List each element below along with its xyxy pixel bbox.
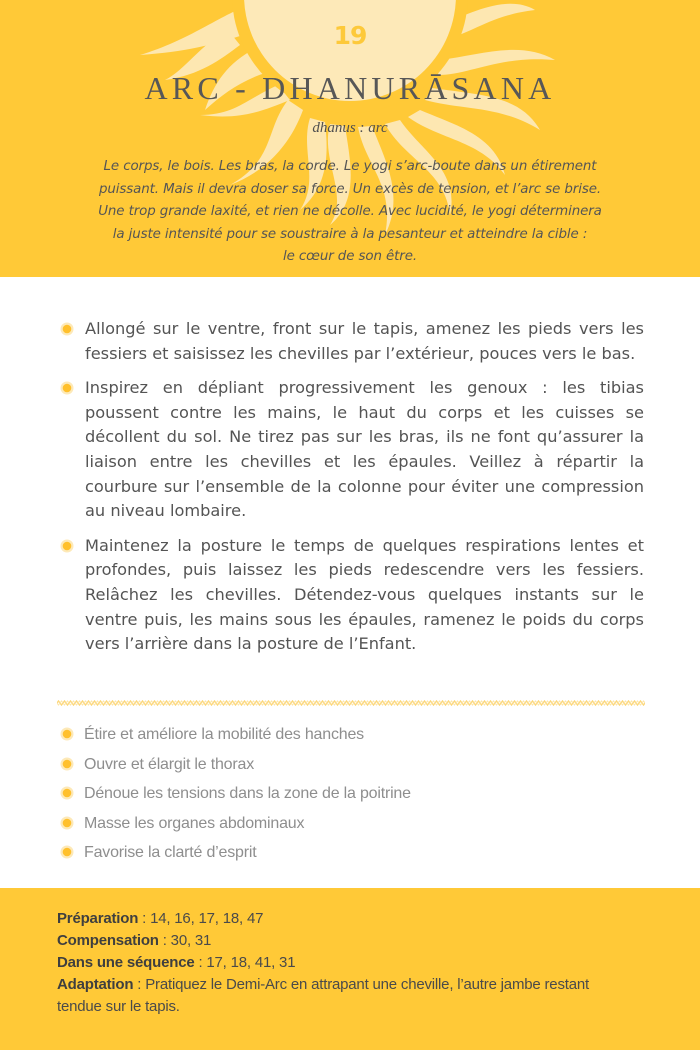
adaptation-label: Adaptation [57, 976, 134, 993]
benefit-text: Masse les organes abdominaux [84, 814, 305, 832]
step-text: Maintenez la posture le temps de quelques respirations lentes et profondes, puis laissez les pieds redescendre vers les fessiers. Relâchez les chevilles. Détendez-vous quelques instants sur le ventre puis, les mains sous les épaules, ramenez le poids du corps vers l’arrière dans la posture de l’Enfant. [85, 535, 644, 654]
preparation-line [57, 908, 617, 930]
step-text: Inspirez en dépliant progressivement les genoux : les tibias poussent contre les mains, le haut du corps et les cuisses se décollent du sol. Ne tirez pas sur les bras, ils ne font qu’assurer la liaison entre les chevilles et les épaules. Veillez à répartir la courbure sur l’ensemble de la colonne pour éviter une compression au niveau lombaire. [85, 378, 644, 521]
benefit-item [60, 840, 411, 870]
benefit-text: Étire et améliore la mobilité des hanches [84, 726, 364, 743]
sequence-value: : 17, 18, 41, 31 [194, 954, 296, 971]
benefit-text: Favorise la clarté d’esprit [84, 844, 257, 861]
pose-number: 19 [333, 21, 367, 50]
sun-bullet-icon [60, 322, 74, 336]
step-item [60, 317, 644, 366]
header-banner [0, 0, 700, 277]
adaptation-line [57, 974, 617, 1018]
benefit-text: Dénoue les tensions dans la zone de la poitrine [84, 785, 411, 802]
sun-bullet-icon [60, 757, 74, 771]
wavy-divider [57, 700, 645, 706]
sun-bullet-icon [60, 381, 74, 395]
step-item [60, 534, 644, 657]
intro-paragraph [50, 156, 650, 269]
footer-details [57, 908, 617, 1018]
sun-bullet-icon [60, 786, 74, 800]
sequence-line [57, 952, 617, 974]
compensation-label: Compensation [57, 932, 159, 949]
adaptation-value: : Pratiquez le Demi-Arc en attrapant une cheville, l’autre jambe restant tendue sur le tapis. [57, 976, 589, 1015]
compensation-line [57, 930, 617, 952]
intro-line: Une trop grande laxité, et rien ne décolle. Avec lucidité, le yogi déterminera [98, 204, 602, 220]
preparation-label: Préparation [57, 910, 139, 927]
benefit-item [60, 781, 411, 811]
benefits-list [60, 722, 411, 870]
sanskrit-meaning: dhanus : arc [312, 120, 388, 136]
preparation-value: : 14, 16, 17, 18, 47 [138, 910, 264, 927]
footer-panel [0, 888, 700, 1050]
sun-bullet-icon [60, 845, 74, 859]
step-item [60, 376, 644, 524]
sun-bullet-icon [60, 539, 74, 553]
sequence-label: Dans une séquence [57, 954, 195, 971]
sun-bullet-icon [60, 727, 74, 741]
intro-line: la juste intensité pour se soustraire à la pesanteur et atteindre la cible : [112, 226, 588, 242]
pose-title: ARC - DHANURĀSANA [144, 70, 556, 106]
instruction-steps [60, 317, 644, 667]
intro-line: Le corps, le bois. Les bras, la corde. Le yogi s’arc-boute dans un étirement [103, 159, 597, 174]
intro-line: puissant. Mais il devra doser sa force. Un excès de tension, et l’arc se brise. [98, 181, 601, 197]
step-text: Allongé sur le ventre, front sur le tapis, amenez les pieds vers les fessiers et saisissez les chevilles par l’extérieur, pouces vers le bas. [85, 319, 644, 363]
benefit-item [60, 811, 411, 841]
benefit-item [60, 722, 411, 752]
compensation-value: : 30, 31 [158, 932, 212, 949]
benefit-item [60, 752, 411, 782]
intro-line: le cœur de son être. [283, 249, 417, 265]
benefit-text: Ouvre et élargit le thorax [84, 755, 254, 773]
sun-bullet-icon [60, 816, 74, 830]
